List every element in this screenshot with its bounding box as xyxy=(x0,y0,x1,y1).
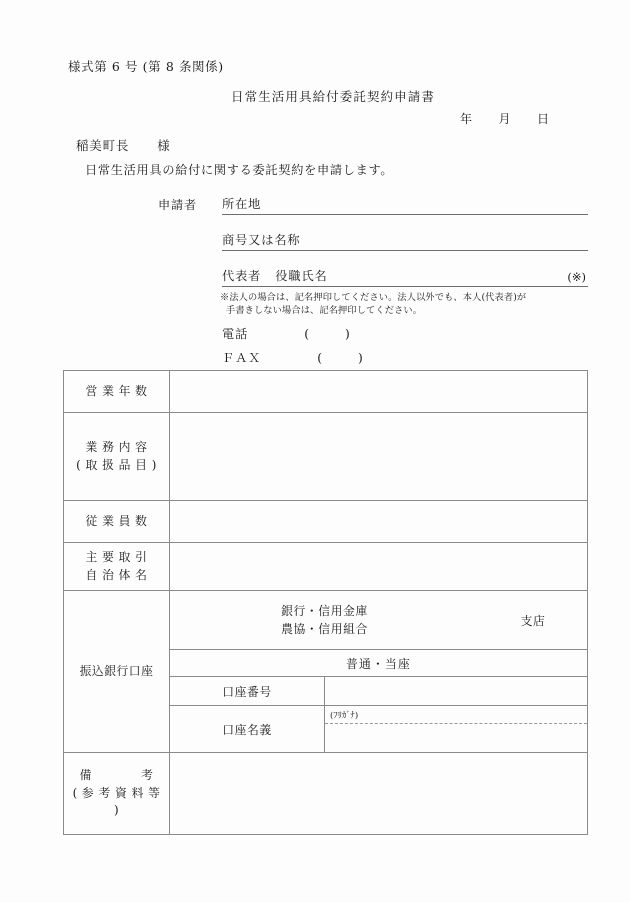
business-content-label-line2: ( 取 扱 品 目 ) xyxy=(76,457,157,472)
years-in-business-label: 営 業 年 数 xyxy=(85,383,148,398)
bank-branch-label: 支店 xyxy=(520,613,546,628)
date-month: 月 xyxy=(498,112,512,126)
account-number-label-cell xyxy=(170,677,325,706)
fax-label: ＦＡＸ xyxy=(222,351,262,365)
bank-branch-cell[interactable] xyxy=(479,591,587,650)
main-clients-label-line1: 主 要 取 引 xyxy=(85,549,148,564)
main-clients-label-cell xyxy=(64,543,170,591)
seal-required-marker: (※) xyxy=(567,270,586,284)
furigana-label: (ﾌﾘｶﾞﾅ) xyxy=(330,711,359,721)
fax-field[interactable] xyxy=(222,349,363,366)
remarks-label-line1: 備 考 xyxy=(79,767,154,782)
bank-account-type-label: 普通・当座 xyxy=(346,656,411,671)
bank-detail-table xyxy=(170,591,587,752)
account-name-value-cell[interactable] xyxy=(325,706,588,753)
seal-note-line2: 手書きしない場合は、記名押印してください。 xyxy=(226,305,423,317)
years-in-business-label-cell xyxy=(64,371,170,413)
applicant-representative-field[interactable] xyxy=(222,267,588,287)
business-content-label xyxy=(64,437,169,476)
bank-kind-cell[interactable] xyxy=(170,591,479,650)
table-row-bank-account xyxy=(64,591,588,753)
phone-close-paren: ) xyxy=(344,327,350,341)
account-name-label-cell xyxy=(170,706,325,753)
account-number-value-cell[interactable] xyxy=(325,677,588,706)
phone-label: 電話 xyxy=(222,327,249,341)
applicant-representative-label: 代表者 xyxy=(222,269,262,283)
furigana-divider xyxy=(325,723,587,724)
main-clients-label-line2: 自 治 体 名 xyxy=(85,567,148,582)
bank-kind-line1: 銀行・信用金庫 xyxy=(281,603,368,618)
date-line xyxy=(460,110,550,127)
applicant-location-field[interactable] xyxy=(222,195,588,215)
bank-account-label-cell xyxy=(64,591,170,753)
bank-account-number-row xyxy=(170,677,587,706)
phone-open-paren: ( xyxy=(304,327,309,341)
table-row-business-content xyxy=(64,413,588,501)
years-in-business-value-cell[interactable] xyxy=(170,371,588,413)
remarks-value-cell[interactable] xyxy=(170,753,588,835)
business-content-value-cell[interactable] xyxy=(170,413,588,501)
bank-kind-line2: 農協・信用組合 xyxy=(281,622,368,636)
account-name-label: 口座名義 xyxy=(222,722,272,737)
date-year: 年 xyxy=(460,112,473,126)
fax-open-paren: ( xyxy=(317,351,323,365)
main-clients-value-cell[interactable] xyxy=(170,543,588,591)
remarks-label xyxy=(64,765,169,822)
table-row-remarks xyxy=(64,753,588,835)
applicant-tradename-field[interactable] xyxy=(222,231,588,251)
bank-account-label: 振込銀行口座 xyxy=(79,663,154,678)
employees-value-cell[interactable] xyxy=(170,501,588,543)
bank-account-type-cell[interactable] xyxy=(170,650,587,677)
table-row-main-clients xyxy=(64,543,588,591)
addressee-honorific: 様 xyxy=(157,138,171,153)
date-day: 日 xyxy=(537,112,550,126)
seal-note xyxy=(220,291,592,318)
account-number-label: 口座番号 xyxy=(222,684,272,699)
applicant-representative-title-label: 役職氏名 xyxy=(275,269,328,283)
addressee xyxy=(76,136,171,154)
applicant-label: 申請者 xyxy=(158,198,197,212)
form-number: 様式第 6 号 (第 8 条関係) xyxy=(68,59,224,74)
bank-account-name-row xyxy=(170,706,587,753)
addressee-name: 稲美町長 xyxy=(76,138,130,153)
main-clients-label xyxy=(64,547,169,586)
phone-field[interactable] xyxy=(222,325,350,342)
bank-kind-row xyxy=(170,591,587,650)
table-row-years-in-business xyxy=(64,371,588,413)
remarks-label-cell xyxy=(64,753,170,835)
business-content-label-line1: 業 務 内 容 xyxy=(85,439,148,454)
seal-note-line1: ※法人の場合は、記名押印してください。法人以外でも、本人(代表者)が xyxy=(220,292,527,303)
document-title: 日常生活用具給付委託契約申請書 xyxy=(230,89,435,104)
bank-account-detail-cell xyxy=(170,591,588,753)
employees-label: 従 業 員 数 xyxy=(85,513,148,528)
fax-close-paren: ) xyxy=(358,351,363,365)
applicant-location-label: 所在地 xyxy=(222,197,262,211)
applicant-tradename-label: 商号又は名称 xyxy=(222,233,301,247)
request-sentence: 日常生活用具の給付に関する委託契約を申請します。 xyxy=(85,163,394,177)
table-row-employees xyxy=(64,501,588,543)
business-info-table xyxy=(63,370,588,835)
bank-account-type-row xyxy=(170,650,587,677)
business-content-label-cell xyxy=(64,413,170,501)
employees-label-cell xyxy=(64,501,170,543)
remarks-label-line2: ( 参 考 資 料 等 ) xyxy=(72,785,161,818)
